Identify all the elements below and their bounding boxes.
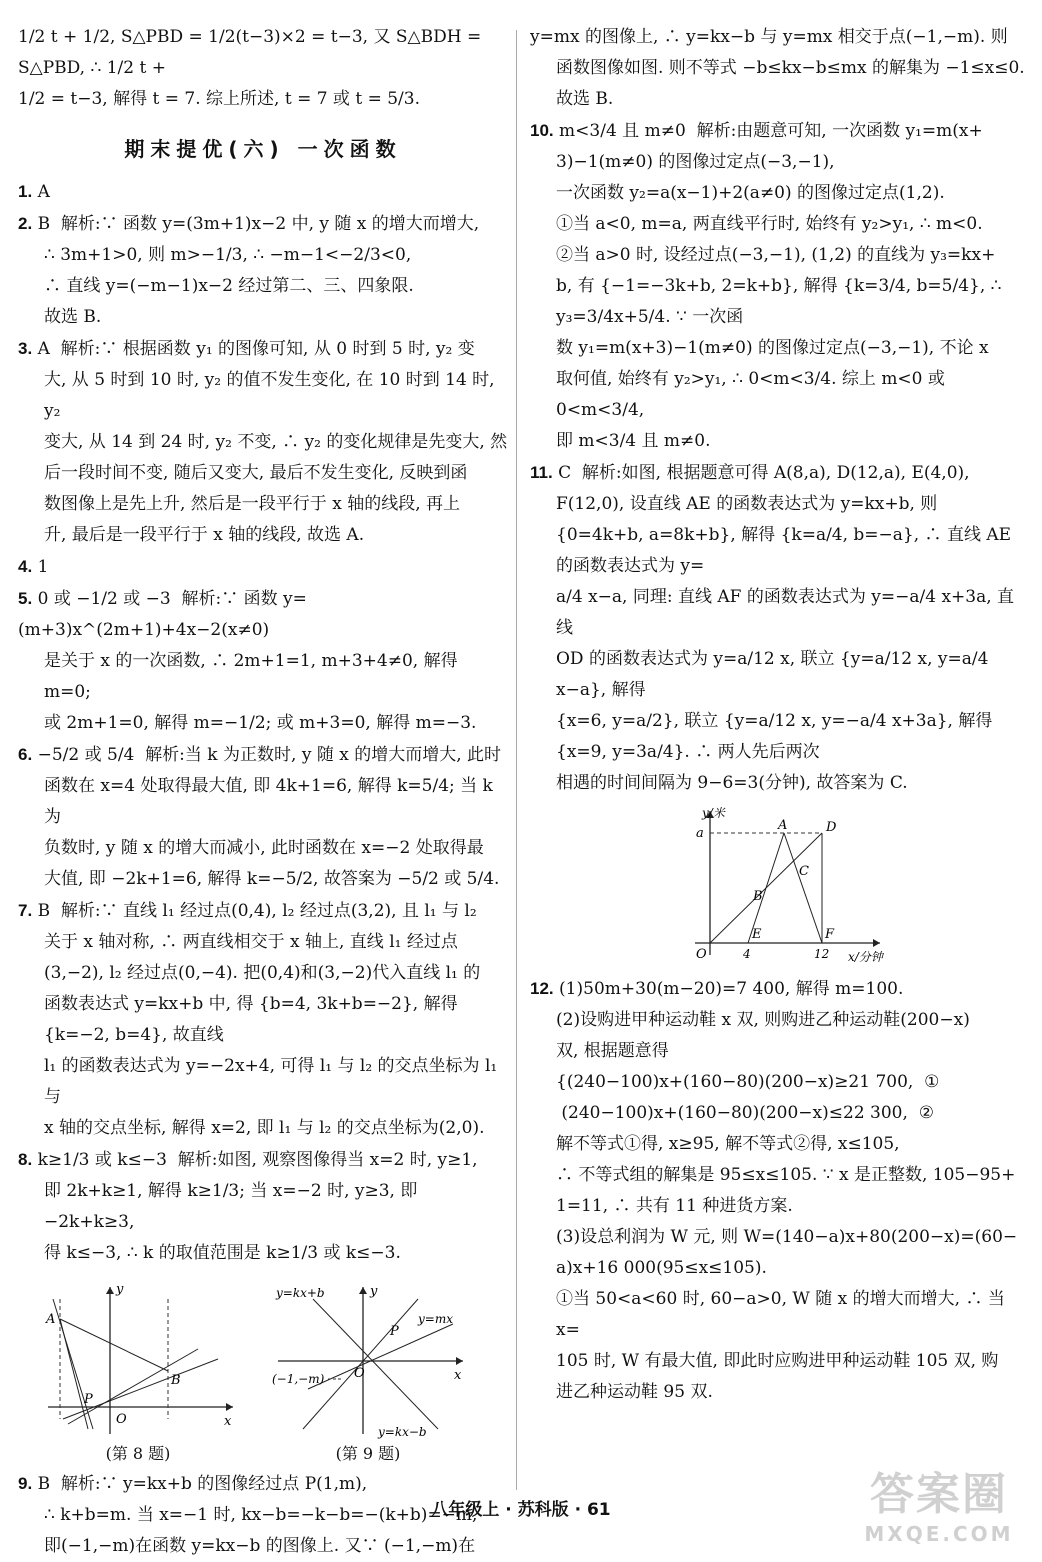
item-line (530, 53, 1026, 84)
item-line (18, 583, 508, 646)
right-items (530, 22, 1026, 799)
item-line (18, 271, 508, 302)
item-text: m<3/4 且 m≠0 解析:由题意可知, 一次函数 y₁=m(x+ (559, 121, 983, 141)
item-line (530, 426, 1026, 457)
item-line (530, 1098, 1026, 1129)
item-line (18, 1531, 508, 1562)
item-text: {(240−100)x+(160−80)(200−x)≥21 700, ① (556, 1072, 940, 1092)
intro-line-2: 1/2 = t−3, 解得 t = 7. 综上所述, t = 7 或 t = 5/3. (18, 89, 420, 109)
item-text: B 解析:∵ 直线 l₁ 经过点(0,4), l₂ 经过点(3,2), 且 l₁ 与 l₂ (37, 901, 477, 921)
fig8-label-b: B (171, 1373, 181, 1388)
item-text: 或 2m+1=0, 解得 m=−1/2; 或 m+3=0, 解得 m=−3. (44, 713, 477, 733)
fig8-line-ab (60, 1319, 168, 1371)
item-line (530, 22, 1026, 53)
fig8-label-y: y (116, 1282, 124, 1297)
item-line (18, 302, 508, 333)
item-line (530, 271, 1026, 333)
item-line (18, 895, 508, 927)
fig8-line-4 (63, 1359, 218, 1419)
item-text: 后一段时间不变, 随后又变大, 最后不发生变化, 反映到函 (44, 463, 468, 483)
item-text: 是关于 x 的一次函数, ∴ 2m+1=1, m+3+4≠0, 解得 m=0; (44, 651, 463, 702)
item-text: 函数图像如图. 则不等式 −b≤kx−b≤mx 的解集为 −1≤x≤0. (556, 58, 1025, 78)
item-text: 取何值, 始终有 y₂>y₁, ∴ 0<m<3/4. 综上 m<0 或 0<m<3/4, (556, 369, 951, 420)
item-line (530, 973, 1026, 1005)
fig9-label-l2: y=mx (418, 1312, 453, 1326)
question-number: 1. (18, 182, 33, 201)
item-text: 故选 B. (556, 89, 614, 109)
figure-9-caption: (第 9 题) (335, 1444, 401, 1463)
item-line (18, 864, 508, 895)
item-text: (3)设总利润为 W 元, 则 W=(140−a)x+80(200−x)=(60− (556, 1227, 1018, 1247)
item-text: 数 y₁=m(x+3)−1(m≠0) 的图像过定点(−3,−1), 不论 x (556, 338, 989, 358)
fig8-label-p: P (84, 1392, 93, 1407)
fig8-line-2 (60, 1319, 88, 1429)
fig11-label-C: C (799, 864, 809, 879)
item-line (530, 1222, 1026, 1253)
watermark-url: MXQE.COM (864, 1522, 1014, 1546)
item-text: (2)设购进甲种运动鞋 x 双, 则购进乙种运动鞋(200−x) (556, 1010, 970, 1030)
fig9-y-arrow (359, 1287, 367, 1294)
item-12 (530, 973, 1026, 1408)
item-text: 一次函数 y₂=a(x−1)+2(a≠0) 的图像过定点(1,2). (556, 183, 945, 203)
item-text: B 解析:∵ 函数 y=(3m+1)x−2 中, y 随 x 的增大而增大, (37, 214, 480, 234)
fig11-label-o: O (696, 947, 707, 962)
item-line (530, 457, 1026, 489)
item-line (18, 365, 508, 427)
figure-11-graph (680, 805, 920, 965)
item-line (530, 1160, 1026, 1191)
fig8-y-arrow (106, 1287, 114, 1294)
item-text: A (37, 182, 50, 202)
item-line (18, 240, 508, 271)
item-text: ∴ 不等式组的解集是 95≤x≤105. ∵ x 是正整数, 105−95+ (556, 1165, 1016, 1185)
item-text: b, 有 {−1=−3k+b, 2=k+b}, 解得 {k=3/4, b=5/4}, ∴ y₃=3/4x+5/4. ∵ 一次函 (556, 276, 1007, 327)
item-text: −5/2 或 5/4 解析:当 k 为正数时, y 随 x 的增大而增大, 此时 (37, 745, 502, 765)
question-number: 9. (18, 1474, 33, 1493)
item-text: ∴ 3m+1>0, 则 m>−1/3, ∴ −m−1<−2/3<0, (44, 245, 412, 265)
item-line (530, 768, 1026, 799)
question-number: 11. (530, 463, 553, 482)
figure-9-graph (268, 1279, 468, 1439)
item-text: A 解析:∵ 根据函数 y₁ 的图像可知, 从 0 时到 5 时, y₂ 变 (37, 339, 475, 359)
intro-line-1: 1/2 t + 1/2, S△PBD = 1/2(t−3)×2 = t−3, 又 S△BDH = S△PBD, ∴ 1/2 t + (18, 27, 487, 78)
question-number: 7. (18, 901, 33, 920)
item-text: ①当 50<a<60 时, 60−a>0, W 随 x 的增大而增大, ∴ 当 x= (556, 1289, 1011, 1340)
item-text: 函数在 x=4 处取得最大值, 即 4k+1=6, 解得 k=5/4; 当 k 为 (44, 776, 499, 827)
item-line (530, 115, 1026, 147)
item-line (18, 489, 508, 520)
fig11-label-F: F (825, 927, 835, 942)
fig8-label-o: O (116, 1412, 127, 1427)
left-column (18, 22, 508, 1562)
item-text: 得 k≤−3, ∴ k 的取值范围是 k≥1/3 或 k≤−3. (44, 1243, 401, 1263)
item-line (530, 1036, 1026, 1067)
item-text: (3,−2), l₂ 经过点(0,−4). 把(0,4)和(3,−2)代入直线 l₁ 的 (44, 963, 481, 983)
item-line (18, 1176, 508, 1238)
item-text: 升, 最后是一段平行于 x 轴的线段, 故选 A. (44, 525, 365, 545)
item-text: 即(−1,−m)在函数 y=kx−b 的图像上. 又∵ (−1,−m)在 (44, 1536, 476, 1556)
fig11-label-A: A (778, 818, 788, 833)
fig11-tick-4: 4 (743, 947, 751, 961)
item-text: 大, 从 5 时到 10 时, y₂ 的值不发生变化, 在 10 时到 14 时, y₂ (44, 370, 500, 421)
item-text: 双, 根据题意得 (556, 1041, 669, 1061)
fig8-label-x: x (224, 1414, 232, 1429)
figure-8-caption: (第 8 题) (105, 1444, 171, 1463)
item-text: B 解析:∵ y=kx+b 的图像经过点 P(1,m), (37, 1474, 368, 1494)
question-number: 2. (18, 214, 33, 233)
item-line (18, 771, 508, 833)
item-line (530, 178, 1026, 209)
item-line (530, 644, 1026, 706)
question-number: 6. (18, 745, 33, 764)
item-text: y=mx 的图像上, ∴ y=kx−b 与 y=mx 相交于点(−1,−m). 则 (530, 27, 1008, 47)
fig11-label-a-axis: a (696, 826, 704, 841)
right-column (530, 22, 1026, 1408)
item-text: a/4 x−a, 同理: 直线 AF 的函数表达式为 y=−a/4 x+3a, 直线 (556, 587, 1015, 638)
item-text: (1)50m+30(m−20)=7 400, 解得 m=100. (559, 979, 904, 999)
figure-11 (680, 805, 920, 969)
item-line (530, 520, 1026, 582)
item-text: 负数时, y 随 x 的增大而减小, 此时函数在 x=−2 处取得最 (44, 838, 484, 858)
fig9-label-y: y (370, 1284, 378, 1299)
watermark (864, 1458, 1014, 1546)
item-text: x 轴的交点坐标, 解得 x=2, 即 l₁ 与 l₂ 的交点坐标为(2,0). (44, 1118, 485, 1138)
fig9-label-l3: y=kx−b (378, 1425, 427, 1439)
item-text: 0 或 −1/2 或 −3 解析:∵ 函数 y=(m+3)x^(2m+1)+4x−2(x≠0) (18, 589, 307, 640)
item-line (18, 646, 508, 708)
item-line (18, 739, 508, 771)
item-line (530, 1284, 1026, 1346)
question-number: 12. (530, 979, 554, 998)
item-line (530, 209, 1026, 240)
item-text: 即 m<3/4 且 m≠0. (556, 431, 711, 451)
item-line (18, 176, 508, 208)
item-text: {x=6, y=a/2}, 联立 {y=a/12 x, y=−a/4 x+3a}, 解得 {x=9, y=3a/4}. ∴ 两人先后两次 (556, 711, 998, 762)
item-line (530, 1005, 1026, 1036)
item-line (530, 240, 1026, 271)
fig11-line-af (784, 833, 822, 943)
fig11-label-B: B (753, 889, 763, 904)
item-line (530, 333, 1026, 364)
fig8-label-a: A (46, 1312, 56, 1327)
item-line (530, 1346, 1026, 1377)
page-footer: 八年级上 · 苏科版 · 61 (431, 1500, 611, 1520)
fig11-label-E: E (752, 927, 762, 942)
column-divider (516, 30, 517, 1490)
fig9-label-x: x (454, 1368, 462, 1383)
item-text: 关于 x 轴对称, ∴ 两直线相交于 x 轴上, 直线 l₁ 经过点 (44, 932, 458, 952)
watermark-logo: 答案圈 (870, 1469, 1008, 1520)
item-line (530, 1129, 1026, 1160)
item-line (18, 708, 508, 739)
item-text: l₁ 的函数表达式为 y=−2x+4, 可得 l₁ 与 l₂ 的交点坐标为 l₁ 与 (44, 1056, 503, 1107)
fig11-label-x: x/分钟 (848, 950, 883, 964)
item-text: 大值, 即 −2k+1=6, 解得 k=−5/2, 故答案为 −5/2 或 5/4. (44, 869, 500, 889)
item-line (18, 458, 508, 489)
item-text: (240−100)x+(160−80)(200−x)≤22 300, ② (556, 1103, 934, 1123)
item-text: 进乙种运动鞋 95 双. (556, 1382, 713, 1402)
figure-9 (268, 1279, 468, 1464)
question-number: 5. (18, 589, 33, 608)
question-number: 4. (18, 557, 33, 576)
item-line (530, 489, 1026, 520)
item-line (530, 1377, 1026, 1408)
item-text: 变大, 从 14 到 24 时, y₂ 不变, ∴ y₂ 的变化规律是先变大, 然 (44, 432, 508, 452)
question-number: 10. (530, 121, 554, 140)
item-text: {0=4k+b, a=8k+b}, 解得 {k=a/4, b=−a}, ∴ 直线 AE 的函数表达式为 y= (556, 525, 1017, 576)
item-text: 3)−1(m≠0) 的图像过定点(−3,−1), (556, 152, 835, 172)
figure-8-graph (38, 1279, 238, 1439)
item-line (18, 1051, 508, 1113)
fig9-label-l1: y=kx+b (276, 1286, 325, 1300)
item-line (530, 364, 1026, 426)
item-line (18, 833, 508, 864)
item-line (18, 1113, 508, 1144)
item-text: k≥1/3 或 k≤−3 解析:如图, 观察图像得当 x=2 时, y≥1, (37, 1150, 478, 1170)
item-line (18, 333, 508, 365)
left-items (18, 176, 508, 1269)
item-line (18, 427, 508, 458)
item-text: 即 2k+k≥1, 解得 k≥1/3; 当 x=−2 时, y≥3, 即 −2k+k≥3, (44, 1181, 423, 1232)
item-line (18, 927, 508, 958)
fig11-label-y: y/米 (702, 806, 725, 820)
item-line (18, 551, 508, 583)
question-number: 3. (18, 339, 33, 358)
item-text: OD 的函数表达式为 y=a/12 x, 联立 {y=a/12 x, y=a/4 x−a}, 解得 (556, 649, 994, 700)
fig9-label-p: P (390, 1324, 399, 1339)
item-text: 故选 B. (44, 307, 102, 327)
item-text: ∴ 直线 y=(−m−1)x−2 经过第二、三、四象限. (44, 276, 414, 296)
item-line (530, 84, 1026, 115)
item-text: ①当 a<0, m=a, 两直线平行时, 始终有 y₂>y₁, ∴ m<0. (556, 214, 983, 234)
item-line (18, 958, 508, 989)
item-text: 解不等式①得, x≥95, 解不等式②得, x≤105, (556, 1134, 900, 1154)
item-text: 相遇的时间间隔为 9−6=3(分钟), 故答案为 C. (556, 773, 908, 793)
question-number: 8. (18, 1150, 33, 1169)
item-line (530, 1253, 1026, 1284)
item-text: 函数表达式 y=kx+b 中, 得 {b=4, 3k+b=−2}, 解得 {k=−2, b=4}, 故直线 (44, 994, 464, 1045)
figure-8 (38, 1279, 238, 1464)
fig11-x-arrow (873, 939, 880, 947)
item-line (530, 582, 1026, 644)
fig11-label-D: D (826, 820, 837, 835)
item-text: ∴ k+b=m. 当 x=−1 时, kx−b=−k−b=−(k+b)=−m, (44, 1505, 478, 1525)
section-title: 期末提优(六) 一次函数 (124, 137, 402, 161)
item-line (530, 1191, 1026, 1222)
item-text: 1=11, ∴ 共有 11 种进货方案. (556, 1196, 793, 1216)
fig11-tick-12: 12 (814, 947, 830, 961)
item-text: 数图像上是先上升, 然后是一段平行于 x 轴的线段, 再上 (44, 494, 461, 514)
item-line (530, 706, 1026, 768)
item-line (18, 208, 508, 240)
fig9-line-kx-minus-b (303, 1299, 418, 1429)
fig9-x-arrow (456, 1357, 463, 1365)
item-text: 105 时, W 有最大值, 即此时应购进甲种运动鞋 105 双, 购 (556, 1351, 999, 1371)
figures-8-9 (38, 1279, 468, 1464)
fig9-label-pt: (−1,−m) (272, 1372, 325, 1386)
item-line (530, 1067, 1026, 1098)
fig8-x-arrow (226, 1403, 233, 1411)
item-text: 1 (37, 557, 49, 577)
item-line (18, 989, 508, 1051)
item-text: a)x+16 000(95≤x≤105). (556, 1258, 767, 1278)
item-line (530, 147, 1026, 178)
item-text: C 解析:如图, 根据题意可得 A(8,a), D(12,a), E(4,0), (558, 463, 970, 483)
item-line (18, 1144, 508, 1176)
item-line (18, 1238, 508, 1269)
item-text: F(12,0), 设直线 AE 的函数表达式为 y=kx+b, 则 (556, 494, 938, 514)
item-line (18, 520, 508, 551)
item-text: ②当 a>0 时, 设经过点(−3,−1), (1,2) 的直线为 y₃=kx+ (556, 245, 996, 265)
fig9-label-o: O (354, 1366, 365, 1381)
